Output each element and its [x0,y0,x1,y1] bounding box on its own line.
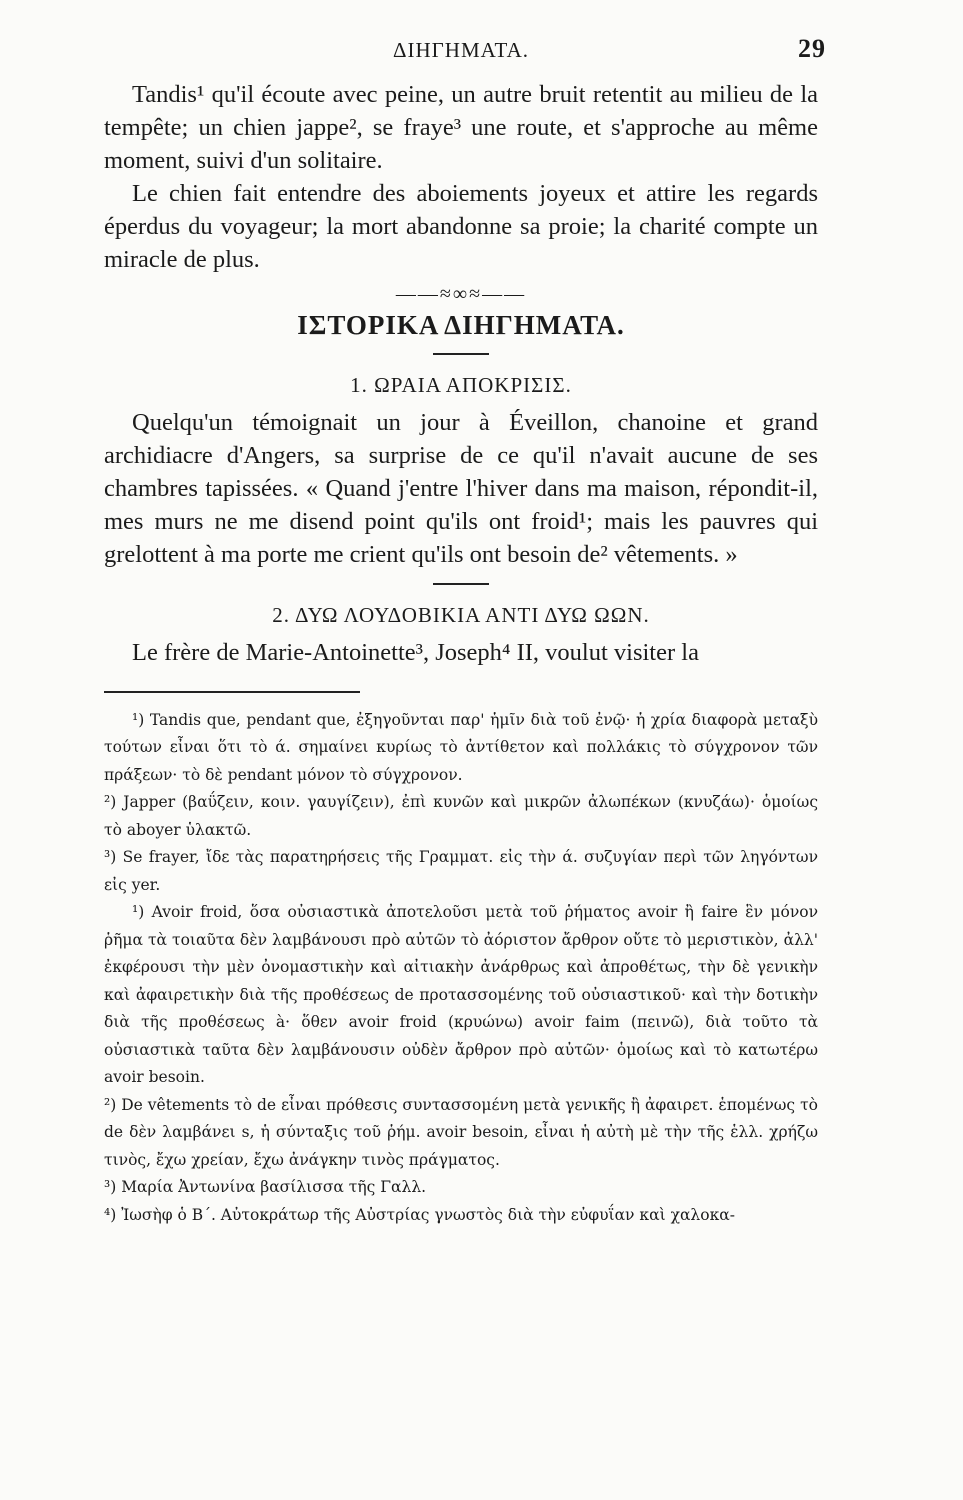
page-number: 29 [798,34,826,63]
intro-paragraph-2: Le chien fait entendre des aboiements joyeux et attire les regards éperdus du voyageur; la mort abandonne sa proie; la charité compte un miracle de plus. [104,180,818,273]
footnote-3: ³) Se frayer, ἴδε τὰς παρατηρήσεις τῆς Γραμματ. εἰς τὴν ά. συζυγίαν περὶ τῶν ληγόντων εἰς yer. [104,848,818,894]
page [104,34,826,1229]
ornament-divider: ——≈∞≈—— [395,283,527,305]
intro-paragraph-1: Tandis¹ qu'il écoute avec peine, un autre bruit retentit au milieu de la tempête; un chien jappe², se fraye³ une route, et s'approche au même moment, suivi d'un solitaire. [104,81,818,174]
footnote-1: ¹) Tandis que, pendant que, ἐξηγοῦνται παρ' ἡμῖν διὰ τοῦ ἐνῷ· ἡ χρία διαφορὰ μεταξὺ τούτων εἶναι ὅτι τὸ ά. σημαίνει κυρίως τὸ ἀντίθετον καὶ πολλάκις τὸ σύγχρονον τῶν πράξεων· τὸ δὲ pendant μόνον τὸ σύγχρονον. [104,710,818,784]
story-2-title: 2. ΔΥΩ ΛΟΥΔΟΒΙΚΙΑ ΑΝΤΙ ΔΥΩ ΩΩΝ. [272,603,650,627]
section-rule [433,353,489,355]
footnote-4: ¹) Avoir froid, ὅσα οὐσιαστικὰ ἀποτελοῦσι μετὰ τοῦ ῥήματος avoir ἢ faire ἓν μόνον ῥῆμα τὰ τοιαῦτα δὲν λαμβάνουσι πρὸ αὐτῶν τὸ ἀόριστον ἄρθρον οὔτε τὸ μεριστικὸν, ἀλλ' ἐκφέρουσι τὴν μὲν ὀνομαστικὴν καὶ αἰτιακὴν ἀνάρθρως καὶ ἀπροθέτως, τὴν δὲ γενικὴν καὶ ἀφαιρετικὴν διὰ τῆς προθέσεως de προτασσομένης τοῦ οὐσιαστικοῦ· καὶ τὴν δοτικὴν διὰ τῆς προθέσεως à· ὅθεν avoir froid (κρυώνω) avoir faim (πεινῶ), διὰ τοῦτο τὰ οὐσιαστικὰ ταῦτα δὲν λαμβάνουσιν οὐδὲν ἄρθρον πρὸ αὐτῶν· ὁμοίως καὶ τὸ κατωτέρω avoir besoin. [104,903,818,1086]
footnote-6: ³) Μαρία Ἀντωνίνα βασίλισσα τῆς Γαλλ. [104,1178,427,1196]
running-head [104,34,826,78]
running-title: ΔΙΗΓΗΜΑΤΑ. [392,38,530,62]
section-title: ΙΣΤΟΡΙΚΑ ΔΙΗΓΗΜΑΤΑ. [297,310,625,340]
story-1-title: 1. ΩΡΑΙΑ ΑΠΟΚΡΙΣΙΣ. [350,373,572,397]
footnote-7: ⁴) Ἰωσὴφ ὁ Β΄. Αὐτοκράτωρ τῆς Αὐστρίας γνωστὸς διὰ τὴν εὐφυΐαν καὶ χαλοκα- [104,1205,735,1224]
story-1-text: Quelqu'un témoignait un jour à Éveillon, chanoine et grand archidiacre d'Angers, sa surprise de ce qu'il n'avait aucune de ses chambres tapissées. « Quand j'entre l'hiver dans ma maison, répondit-il, mes murs ne me disend point qu'ils ont froid¹; mais les pauvres qui grelottent à ma porte me crient qu'ils ont besoin de² vêtements. » [104,409,818,568]
story-2-text: Le frère de Marie-Antoinette³, Joseph⁴ II, voulut visiter la [132,639,699,666]
footnotes [104,707,818,1230]
footnote-2: ²) Japper (βαΰζειν, κοιν. γαυγίζειν), ἐπὶ κυνῶν καὶ μικρῶν ἀλωπέκων (κνυζάω)· ὁμοίως τὸ aboyer ὑλακτῶ. [104,793,818,839]
story-rule [433,583,489,585]
footnote-rule [104,691,360,693]
footnote-5: ²) De vêtements τὸ de εἶναι πρόθεσις συντασσομένη μετὰ γενικῆς ἢ ἀφαιρετ. ἑπομένως τὸ de δὲν λαμβάνει s, ἡ σύνταξις τοῦ ῥήμ. avoir besoin, εἶναι ἡ αὐτὴ μὲ τὴν τῆς ἑλλ. χρήζω τινὸς, ἔχω χρείαν, ἔχω ἀνάγκην τινὸς πράγματος. [104,1095,818,1169]
